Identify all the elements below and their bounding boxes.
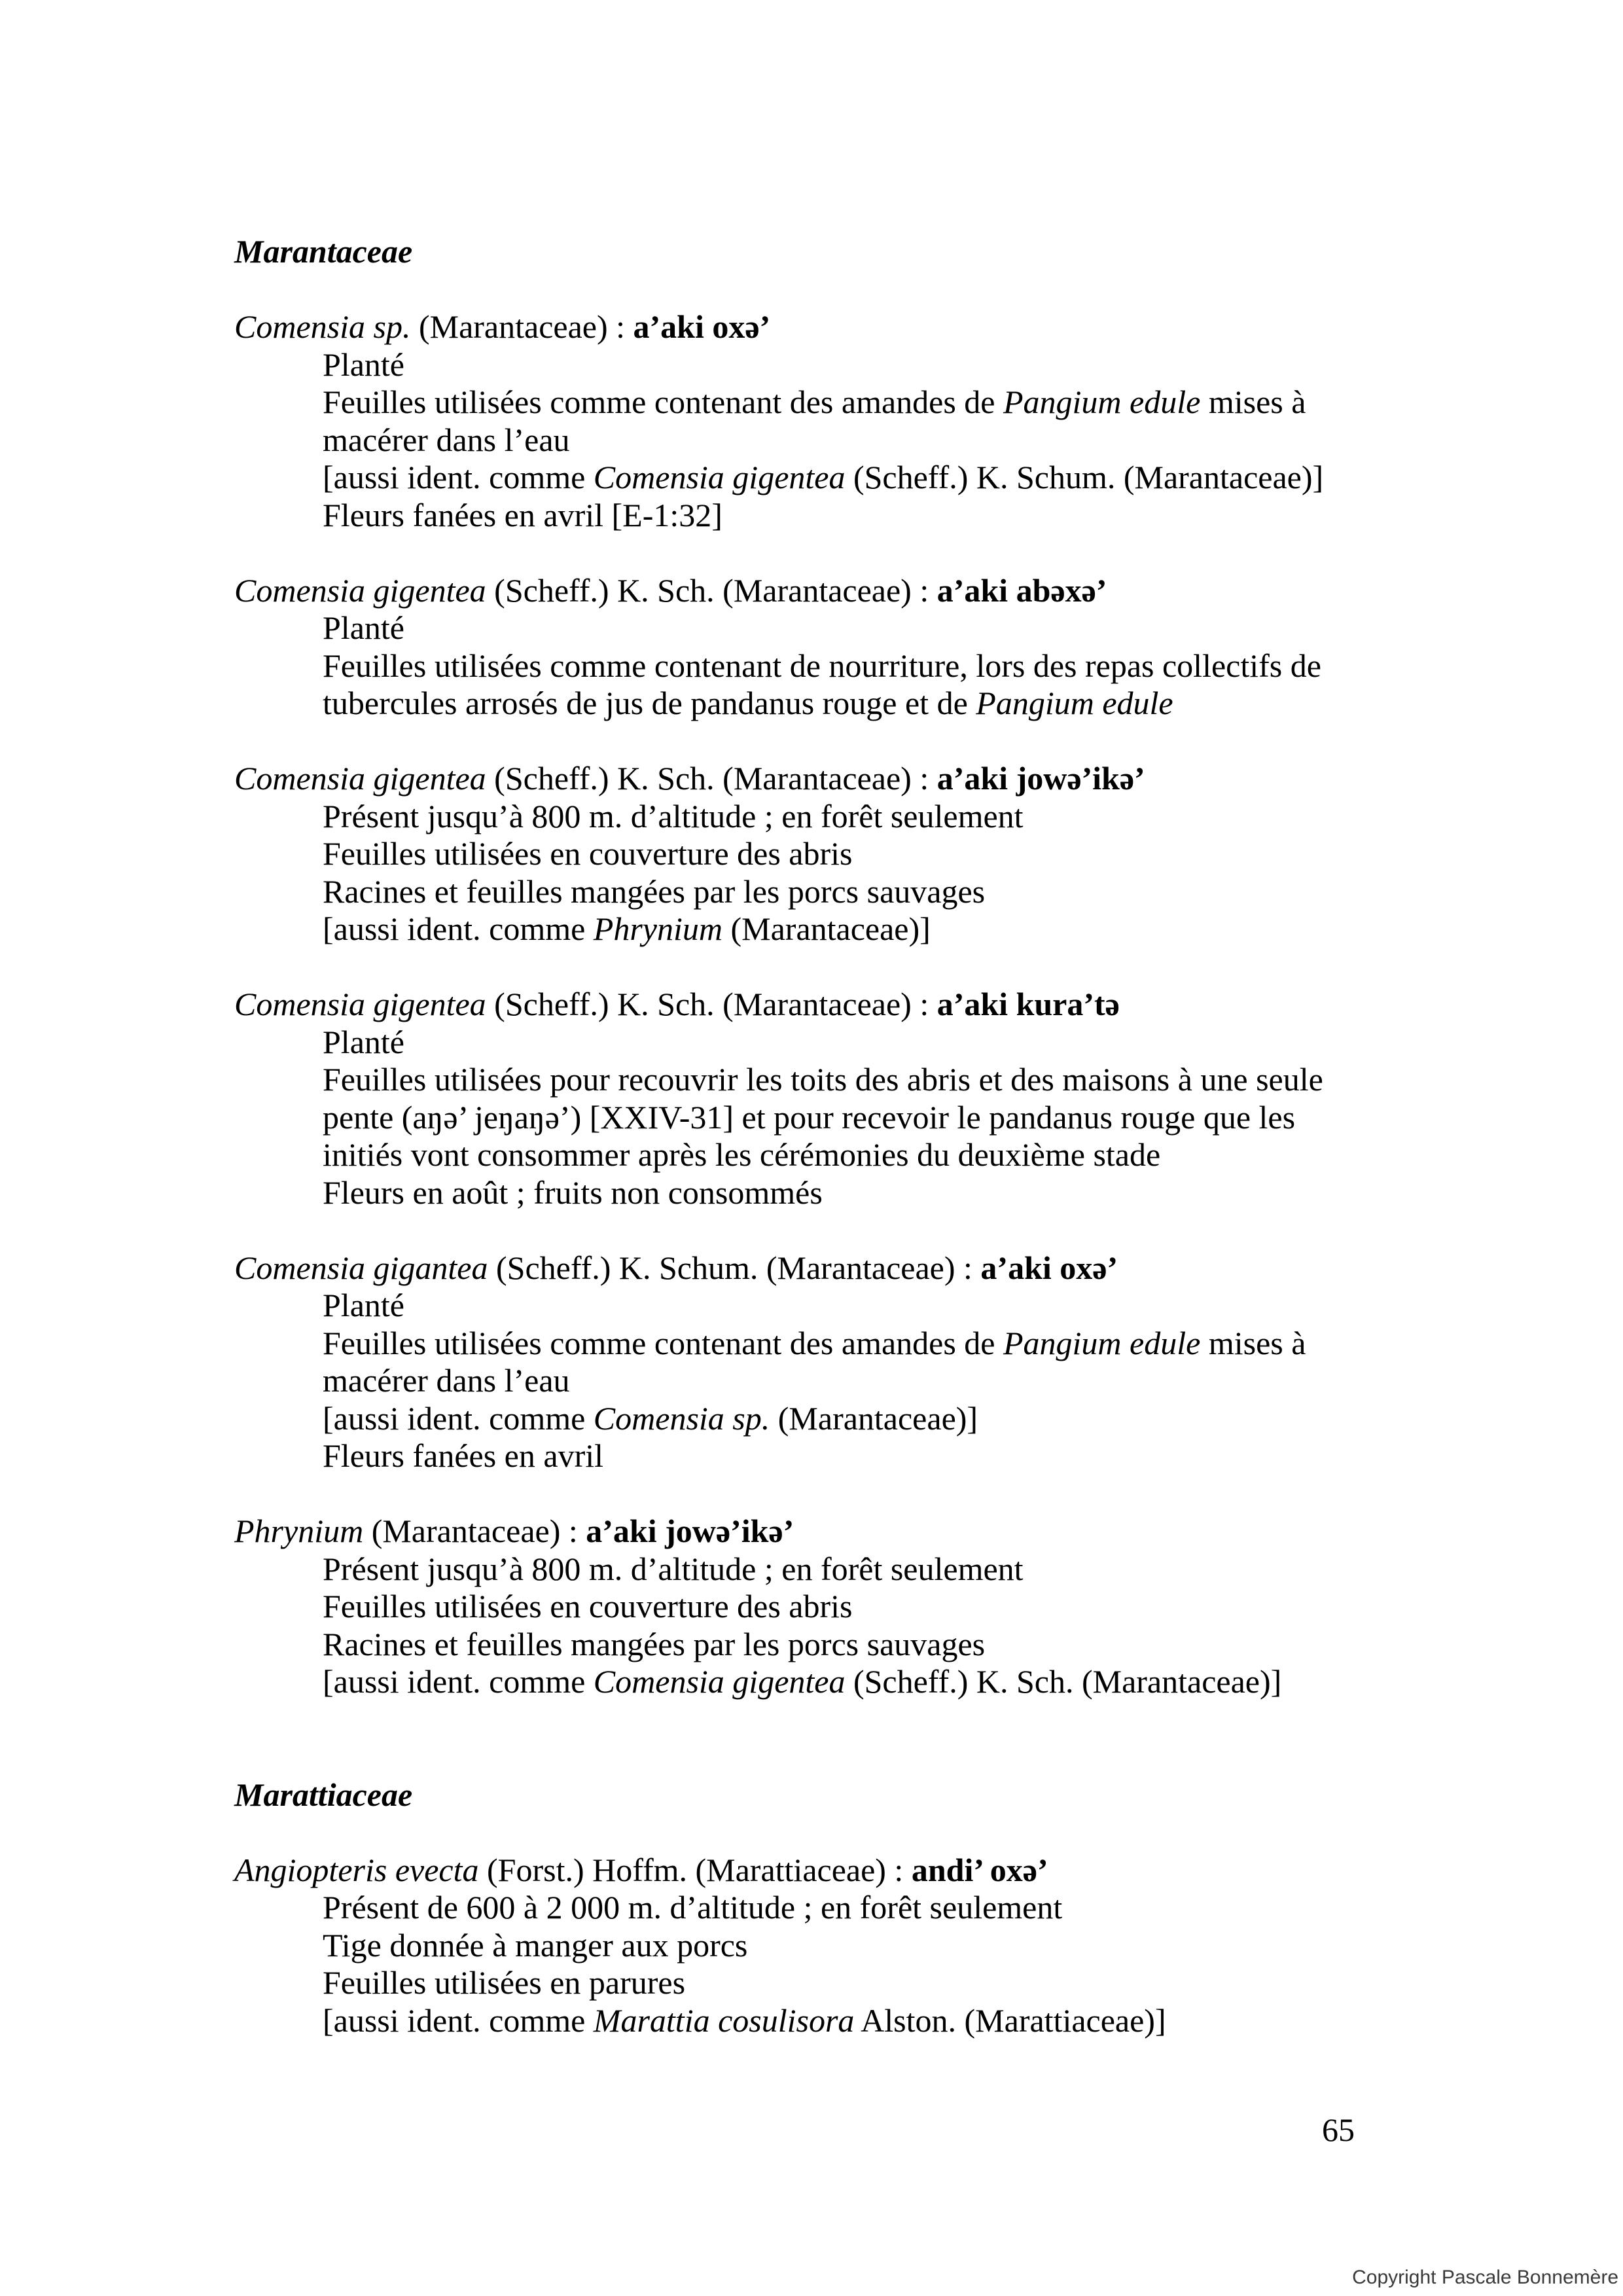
- text-segment: a’aki kura’tə: [936, 986, 1120, 1022]
- text-segment: a’aki jowə’ikə’: [586, 1513, 794, 1549]
- text-segment: pente (aŋə’ jeŋaŋə’) [XXIV-31] et pour recevoir le pandanus rouge que les: [323, 1098, 1296, 1136]
- entry-detail-line: [323, 1927, 1323, 1965]
- text-segment: (Scheff.) K. Sch. (Marantaceae) :: [486, 760, 937, 797]
- text-segment: Phrynium: [593, 910, 722, 947]
- text-segment: Planté: [323, 1287, 404, 1323]
- entry-detail-line: [323, 1437, 1323, 1475]
- entry-detail-line: [323, 1174, 1323, 1212]
- text-segment: Fleurs fanées en avril: [323, 1437, 604, 1474]
- text-segment: Fleurs en août ; fruits non consommés: [323, 1174, 823, 1211]
- species-entry: [234, 1513, 1323, 1701]
- page-copyright: Copyright Pascale Bonnemère: [1352, 2267, 1618, 2288]
- text-segment: mises à: [1200, 1324, 1306, 1361]
- entry-header: [234, 986, 1323, 1024]
- text-segment: Comensia sp.: [234, 308, 411, 345]
- entry-detail-line: [323, 1400, 1323, 1438]
- text-segment: [aussi ident. comme: [323, 1663, 594, 1700]
- family-heading: Marantaceae: [234, 233, 413, 270]
- text-segment: Pangium edule: [1003, 384, 1201, 420]
- entry-detail-line: [323, 459, 1323, 497]
- entry-detail-line: [323, 1325, 1323, 1363]
- entry-detail-line: [323, 422, 1323, 459]
- entry-detail-line: [323, 798, 1323, 836]
- family-section: [234, 233, 1323, 1738]
- entry-detail-line: [323, 346, 1323, 384]
- text-segment: Alston. (Marattiaceae)]: [854, 2001, 1166, 2039]
- text-segment: (Scheff.) K. Sch. (Marantaceae) :: [486, 571, 937, 609]
- text-segment: Comensia gigentea: [234, 571, 486, 609]
- entry-detail-line: [323, 910, 1323, 948]
- text-segment: Feuilles utilisées comme contenant de nourriture, lors des repas collectifs de: [323, 647, 1321, 684]
- text-segment: (Marantaceae) :: [363, 1513, 586, 1549]
- entry-detail-line: [323, 1588, 1323, 1626]
- text-segment: (Marantaceae)]: [770, 1399, 978, 1437]
- species-entry: [234, 308, 1323, 534]
- text-segment: tubercules arrosés de jus de pandanus rouge et de: [323, 685, 976, 721]
- text-segment: [aussi ident. comme: [323, 910, 594, 947]
- text-segment: [aussi ident. comme: [323, 2001, 594, 2039]
- species-entry: [234, 986, 1323, 1211]
- text-segment: Comensia sp.: [593, 1399, 770, 1437]
- text-segment: Racines et feuilles mangées par les porcs sauvages: [323, 1625, 986, 1662]
- entry-detail-line: [323, 1362, 1323, 1400]
- text-segment: Feuilles utilisées comme contenant des amandes de: [323, 384, 1003, 420]
- entry-detail-line: [323, 2002, 1323, 2040]
- text-segment: a’aki oxə’: [633, 308, 771, 345]
- text-segment: a’aki jowə’ikə’: [936, 760, 1145, 797]
- entry-detail-line: [323, 1551, 1323, 1588]
- entry-header: [234, 1513, 1323, 1551]
- text-segment: macérer dans l’eau: [323, 421, 570, 458]
- text-segment: (Scheff.) K. Schum. (Marantaceae)]: [845, 459, 1324, 495]
- text-segment: Feuilles utilisées en couverture des abris: [323, 1588, 853, 1624]
- text-segment: Angiopteris evecta: [234, 1851, 479, 1888]
- entry-detail-line: [323, 1024, 1323, 1062]
- entry-detail-line: [323, 685, 1323, 723]
- text-segment: (Marantaceae)]: [722, 910, 931, 947]
- entry-detail-line: [323, 1626, 1323, 1664]
- text-segment: [aussi ident. comme: [323, 1399, 594, 1437]
- text-segment: Planté: [323, 346, 404, 383]
- entry-detail-line: [323, 835, 1323, 873]
- text-segment: (Marantaceae) :: [410, 308, 633, 345]
- text-segment: Présent jusqu’à 800 m. d’altitude ; en forêt seulement: [323, 1550, 1024, 1587]
- entry-detail-line: [323, 647, 1323, 685]
- text-segment: Comensia gigentea: [593, 1663, 846, 1700]
- text-segment: (Scheff.) K. Sch. (Marantaceae) :: [486, 986, 937, 1022]
- text-segment: Comensia gigentea: [234, 760, 486, 797]
- entry-detail-line: [323, 609, 1323, 647]
- entry-detail-line: [323, 1287, 1323, 1325]
- entry-detail-line: [323, 1663, 1323, 1701]
- text-segment: (Scheff.) K. Sch. (Marantaceae)]: [845, 1663, 1282, 1700]
- text-segment: initiés vont consommer après les cérémonies du deuxième stade: [323, 1136, 1161, 1173]
- text-segment: Planté: [323, 1023, 404, 1060]
- text-segment: macérer dans l’eau: [323, 1362, 570, 1399]
- entry-detail-line: [323, 1061, 1323, 1099]
- text-segment: Fleurs fanées en avril [E-1:32]: [323, 496, 722, 533]
- text-segment: Présent jusqu’à 800 m. d’altitude ; en forêt seulement: [323, 797, 1024, 834]
- text-segment: a’aki abəxə’: [936, 571, 1107, 609]
- text-segment: [aussi ident. comme: [323, 459, 594, 495]
- text-segment: Racines et feuilles mangées par les porcs sauvages: [323, 872, 986, 910]
- entry-detail-line: [323, 1099, 1323, 1137]
- entry-detail-line: [323, 497, 1323, 535]
- species-entry: [234, 760, 1323, 948]
- entry-detail-line: [323, 1889, 1323, 1927]
- entry-detail-line: [323, 1964, 1323, 2002]
- family-heading: Marattiaceae: [234, 1776, 413, 1813]
- text-segment: Pangium edule: [976, 685, 1173, 721]
- text-segment: (Scheff.) K. Schum. (Marantaceae) :: [488, 1249, 981, 1286]
- document-content: [234, 233, 1323, 2077]
- text-segment: Comensia gigantea: [234, 1249, 488, 1286]
- text-segment: Comensia gigentea: [234, 986, 486, 1022]
- entry-header: [234, 1852, 1323, 1890]
- text-segment: mises à: [1200, 384, 1306, 420]
- text-segment: Tige donnée à manger aux porcs: [323, 1926, 748, 1964]
- text-segment: Feuilles utilisées pour recouvrir les toits des abris et des maisons à une seule: [323, 1061, 1323, 1098]
- entry-header: [234, 760, 1323, 798]
- text-segment: Phrynium: [234, 1513, 364, 1549]
- text-segment: Comensia gigentea: [593, 459, 846, 495]
- page-number: 65: [1322, 2111, 1355, 2148]
- entry-detail-line: [323, 1136, 1323, 1174]
- text-segment: andi’ oxə’: [911, 1851, 1048, 1888]
- text-segment: a’aki oxə’: [980, 1249, 1118, 1286]
- entry-header: [234, 572, 1323, 610]
- entry-detail-line: [323, 873, 1323, 911]
- entry-header: [234, 308, 1323, 346]
- entry-header: [234, 1249, 1323, 1287]
- family-section: [234, 1776, 1323, 2077]
- species-entry: [234, 572, 1323, 723]
- text-segment: Feuilles utilisées comme contenant des amandes de: [323, 1324, 1003, 1361]
- species-entry: [234, 1852, 1323, 2040]
- text-segment: Marattia cosulisora: [593, 2001, 855, 2039]
- species-entry: [234, 1249, 1323, 1475]
- text-segment: Présent de 600 à 2 000 m. d’altitude ; en forêt seulement: [323, 1889, 1063, 1926]
- text-segment: Planté: [323, 609, 404, 646]
- text-segment: (Forst.) Hoffm. (Marattiaceae) :: [478, 1851, 912, 1888]
- text-segment: Feuilles utilisées en couverture des abris: [323, 835, 853, 872]
- text-segment: Feuilles utilisées en parures: [323, 1964, 686, 2001]
- text-segment: Pangium edule: [1003, 1324, 1201, 1361]
- entry-detail-line: [323, 384, 1323, 422]
